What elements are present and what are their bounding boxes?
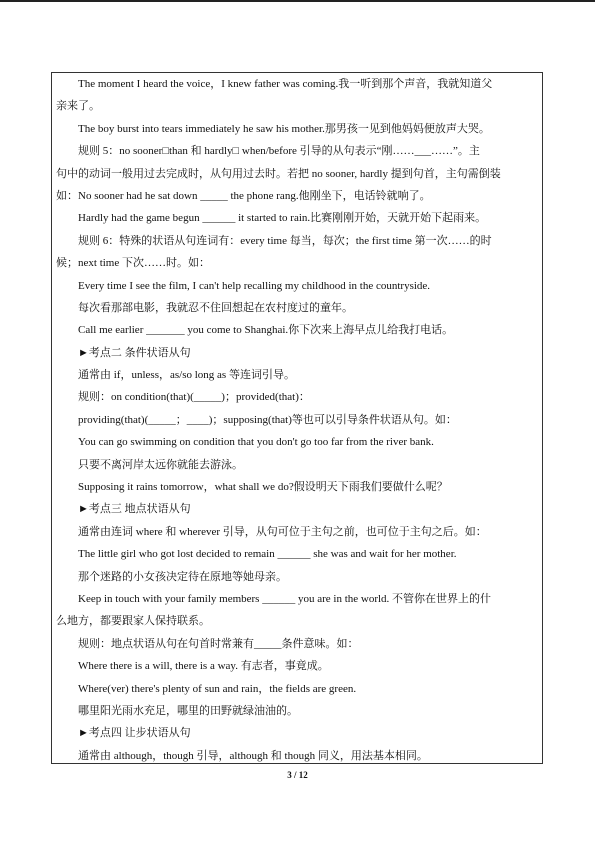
- text-line: Supposing it rains tomorrow，what shall we do?假设明天下雨我们要做什么呢？: [78, 481, 448, 494]
- text-line: 亲来了。: [56, 100, 100, 113]
- text-line: The little girl who got lost decided to remain ______ she was and wait for her mother.: [78, 548, 457, 561]
- document-body: [56, 76, 538, 770]
- text-line: 如：No sooner had he sat down _____ the phone rang.他刚坐下，电话铃就响了。: [56, 189, 431, 202]
- text-line: Where there is a will, there is a way. 有志者，事竟成。: [78, 660, 329, 673]
- text-line: The moment I heard the voice，I knew father was coming.我一听到那个声音，我就知道父: [78, 78, 493, 90]
- text-line: Hardly had the game begun ______ it started to rain.比赛刚刚开始，天就开始下起雨来。: [78, 212, 487, 225]
- text-line: 句中的动词一般用过去完成时，从句用过去时。若把 no sooner, hardly 提到句首，主句需倒装: [56, 167, 501, 180]
- header-rule: [0, 0, 595, 2]
- page-number: 3 / 12: [287, 770, 308, 780]
- text-line: 候；next time 下次……时。如：: [56, 257, 210, 270]
- text-line: Keep in touch with your family members ______ you are in the world. 不管你在世界上的什: [78, 592, 492, 605]
- text-line: 那个迷路的小女孩决定待在原地等她母亲。: [78, 570, 287, 583]
- text-line: providing(that)(_____；____)；supposing(that)等也可以引导条件状语从句。如：: [78, 413, 457, 426]
- text-line: The boy burst into tears immediately he saw his mother.那男孩一见到他妈妈便放声大哭。: [78, 122, 490, 135]
- text-line: 规则：地点状语从句在句首时常兼有_____条件意味。如：: [78, 637, 359, 650]
- section-heading: ►考点三 地点状语从句: [78, 503, 191, 516]
- text-line: 么地方，都要跟家人保持联系。: [56, 615, 210, 628]
- text-line: 通常由连词 where 和 wherever 引导，从句可位于主句之前，也可位于主句之后。如：: [78, 525, 487, 538]
- rule-6-line: 规则 6：特殊的状语从句连词有：every time 每当，每次；the first time 第一次……的时: [78, 234, 492, 247]
- text-line: You can go swimming on condition that you don't go too far from the river bank.: [78, 436, 434, 449]
- section-heading: ►考点二 条件状语从句: [78, 346, 191, 359]
- text-line: 哪里阳光雨水充足，哪里的田野就绿油油的。: [78, 704, 298, 717]
- text-line: 规则：on condition(that)(_____)；provided(that)：: [78, 391, 310, 404]
- text-line: Where(ver) there's plenty of sun and rain，the fields are green.: [78, 682, 357, 695]
- rule-5-line: 规则 5：no sooner□than 和 hardly□ when/before 引导的从句表示“刚……___……”。主: [78, 145, 480, 158]
- text-line: Call me earlier _______ you come to Shanghai.你下次来上海早点儿给我打电话。: [78, 324, 454, 337]
- text-line: 每次看那部电影，我就忍不住回想起在农村度过的童年。: [78, 301, 353, 314]
- section-heading: ►考点四 让步状语从句: [78, 727, 191, 740]
- text-line: 通常由 although，though 引导，although 和 though 同义，用法基本相同。: [78, 749, 428, 762]
- text-line: 只要不离河岸太远你就能去游泳。: [78, 458, 243, 471]
- text-line: Every time I see the film, I can't help recalling my childhood in the countryside.: [78, 279, 431, 292]
- text-line: 通常由 if，unless，as/so long as 等连词引导。: [78, 369, 295, 382]
